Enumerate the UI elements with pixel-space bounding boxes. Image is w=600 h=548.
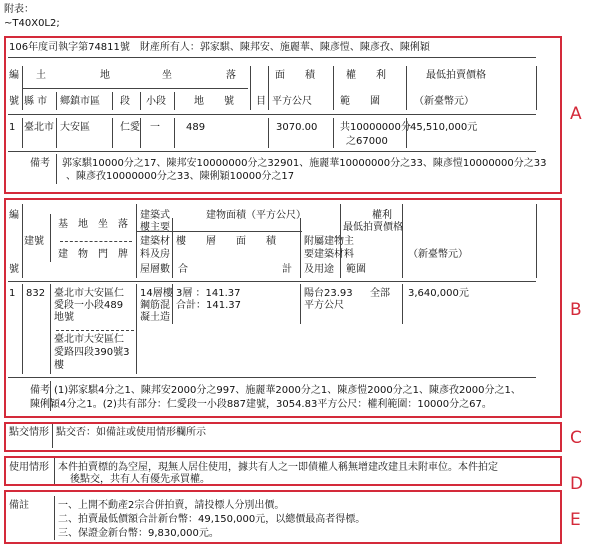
building-header-area: 建物面積（平方公尺）	[206, 210, 306, 221]
land-header-rights: 權 利	[346, 70, 386, 81]
building-note-line2: 陳俐穎4分之1。(2)共有部分：仁愛段一小段887建號，3054.83平方公尺：權利範圍：10000分之67。	[30, 399, 492, 410]
delivery-label: 點交情形	[9, 427, 49, 438]
section-label-e: E	[570, 510, 581, 530]
section-label-b: B	[570, 300, 582, 320]
land-header-area: 面 積	[275, 70, 315, 81]
usage-line2: 後點交，共有人有優先承買權。	[70, 474, 210, 485]
land-header-price: 最低拍賣價格	[426, 70, 486, 81]
building-note-label: 備考	[30, 385, 50, 396]
remark-item-2: 二、拍賣最低價額合計新台幣：49,150,000元，以總價最高者得標。	[58, 514, 366, 525]
section-label-d: D	[570, 474, 584, 494]
land-case-line: 106年度司執字第74811號 財產所有人：郭家騏、陳邦安、施麗華、陳彥愷、陳彥孜、陳俐穎	[9, 42, 430, 53]
document-code: ~T40X0L2;	[4, 18, 60, 29]
land-row-price: 45,510,000元	[410, 122, 478, 133]
page-title: 附表：	[4, 4, 34, 15]
building-row-scope: 全部	[370, 288, 390, 299]
section-label-c: C	[570, 428, 582, 448]
land-row-county: 臺北市	[24, 122, 54, 133]
building-header-price: 最低拍賣價格	[343, 222, 403, 233]
delivery-text: 點交否：如備註或使用情形欄所示	[56, 427, 206, 438]
remark-item-1: 一、上開不動產2宗合併拍賣，請投標人分別出價。	[58, 500, 285, 511]
building-note-line1: (1)郭家騏4分之1、陳邦安2000分之997、施麗華2000分之1、陳彥愷2000分之1、陳彥孜2000分之1、	[54, 385, 521, 396]
land-note-line1: 郭家騏10000分之17、陳邦安10000000分之32901、施麗華10000000分之33、陳彥愷10000000分之33	[62, 158, 547, 169]
land-header-bian: 編	[9, 70, 19, 81]
building-row-no: 1	[9, 288, 16, 299]
usage-label: 使用情形	[9, 462, 49, 473]
building-header-floor: 樓 層 面 積	[176, 236, 276, 247]
remark-item-3: 三、保證金新台幣：9,830,000元。	[58, 528, 219, 539]
land-row-district: 大安區	[60, 122, 90, 133]
building-row-annex: 陽台23.93	[304, 288, 353, 299]
land-note-label: 備考	[30, 158, 50, 169]
building-row-build-no: 832	[26, 288, 46, 299]
building-row-floor-area: 3層 ：141.37	[176, 288, 241, 299]
building-row-structure: 14層樓	[140, 288, 173, 299]
building-row-price: 3,640,000元	[408, 288, 469, 299]
section-label-a: A	[570, 104, 582, 124]
building-row-total-area: 合計：141.37	[176, 300, 241, 311]
land-row-no: 1	[9, 122, 16, 133]
remarks-label: 備註	[9, 500, 29, 511]
land-row-section: 仁愛	[120, 122, 140, 133]
land-note-line2: 、陳彥孜10000000分之33、陳俐穎10000分之17	[66, 171, 295, 182]
usage-line1: 本件拍賣標的為空屋，現無人居住使用，據共有人之一即債權人稱無增建改建且未附車位。本件拍定	[58, 462, 498, 473]
building-header-door: 建 物 門 牌	[58, 249, 128, 260]
land-row-subsection: 一	[150, 122, 160, 133]
land-row-scope: 共10000000分	[340, 122, 411, 133]
building-header-base: 基 地 坐 落	[58, 219, 128, 230]
land-row-parcel: 489	[186, 122, 206, 133]
land-row-area: 3070.00	[276, 122, 318, 133]
building-row-door: 臺北市大安區仁	[54, 334, 124, 345]
building-row-location: 臺北市大安區仁	[54, 288, 124, 299]
